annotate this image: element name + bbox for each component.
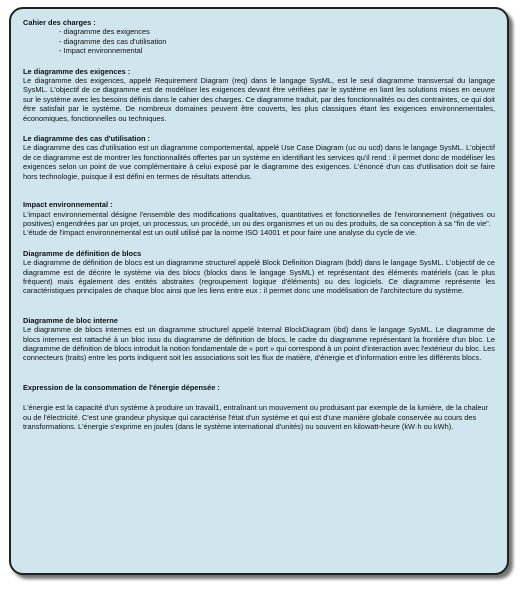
energie-title: Expression de la consommation de l'énergie dépensée :: [23, 382, 220, 392]
spacer: [23, 392, 495, 403]
impact-text-iso: L'étude de l'impact environnemental est un outil utilisé par la norme ISO 14001 et pour faire une analyse du cycle de vie.: [23, 228, 417, 238]
cahier-item: - diagramme des exigences: [59, 27, 150, 37]
section-bdd: [23, 249, 495, 296]
exigences-title: Le diagramme des exigences :: [23, 66, 131, 76]
section-energie: [23, 383, 495, 432]
cahier-title: Cahier des charges :: [23, 18, 96, 27]
section-cas-utilisation: [23, 134, 495, 181]
section-impact: [23, 200, 495, 238]
impact-text: L'impact environnemental désigne l'ensemble des modifications qualitatives, quantitatives et fonctionnelles de l'environnement (négatives ou positives) engendrées par un projet, un processus, un procédé, un ou des organismes et un ou des produits, de sa conception à sa "fin de vie".: [23, 209, 495, 228]
cahier-item: - diagramme des cas d'utilisation: [59, 36, 167, 46]
energie-text: L'énergie est la capacité d'un système à produire un travail1, entraînant un mouvement ou produisant par exemple de la lumière, de la chaleur ou de l'électricité. C'est une grandeur physique qui caractérise l'état d'un système et qui est d'une manière globale conservée au cours des transformations. L'énergie s'exprime en joules (dans le système international d'unités) ou souvent en kilowatt-heure (kW·h ou kWh).: [23, 403, 489, 431]
bdd-text: Le diagramme de définition de blocs est un diagramme structurel appelé Block Definition Diagram (bdd) dans le langage SysML. L'objectif de ce diagramme est de décrire le système via des blocs (blocks dans le langage SysML) et représentant des éléments matériels (cas le plus fréquent) mais également des entités abstraites (regroupement logique d'éléments) ou des logiciels. Ce diagramme représente les caractéristiques principales de chaque bloc ainsi que les liens entre eux : il permet donc une modélisation de l'architecture du système.: [23, 258, 495, 296]
bdd-title: Diagramme de définition de blocs: [23, 248, 142, 258]
exigences-text: Le diagramme des exigences, appelé Requirement Diagram (req) dans le langage SysML, est le seul diagramme transversal du langage SysML. L'objectif de ce diagramme est de modéliser les exigences devant être vérifiées par le système en liant les solutions mises en oeuvre sur le système avec les besoins définis dans le cahier des charges. Ce diagramme traduit, par des fonctionnalités ou des contraintes, ce qui doit être satisfait par le système. De nombreux domaines peuvent être couverts, les plus classiques étant les exigences environnementales, économiques, fonctionnelles ou techniques.: [23, 76, 495, 123]
impact-title: Impact environnemental :: [23, 200, 113, 210]
cahier-item: - Impact environnemental: [59, 46, 143, 56]
ibd-title: Diagramme de bloc interne: [23, 315, 118, 325]
ibd-text: Le diagramme de blocs internes est un diagramme structurel appelé Internal BlockDiagram (ibd) dans le langage SysML. Le diagramme de blocs internes est rattaché à un bloc issu du diagramme de définition de blocs, le cadre du diagramme représentant la frontière d'un bloc. Le diagramme de définition de blocs introduit la notion fondamentale de « port » qui correspond à un point d'interaction avec l'extérieur du bloc. Les connecteurs (traits) entre les ports indiquent soit les associations soit les flux de matière, d'énergie et d'information entre les différents blocs.: [23, 325, 495, 363]
cas-utilisation-text: Le diagramme des cas d'utilisation est un diagramme comportemental, appelé Use Case Diagram (uc ou ucd) dans le langage SysML. L'objectif de ce diagramme est de montrer les fonctionnalités offertes par un système en identifiant les services qu'il rend : il permet donc de modéliser les exigences selon un point de vue complémentaire à celui exposé par le diagramme des exigences. L'énoncé d'un cas d'utilisation doit se faire hors technologie, puisque il est défini en termes de résultats attendus.: [23, 143, 495, 181]
section-exigences: [23, 67, 495, 123]
section-cahier-des-charges: [23, 18, 495, 56]
cas-utilisation-title: Le diagramme des cas d'utilisation :: [23, 134, 151, 144]
content-panel: [9, 7, 509, 575]
cahier-list: [23, 27, 495, 55]
section-ibd: [23, 316, 495, 363]
